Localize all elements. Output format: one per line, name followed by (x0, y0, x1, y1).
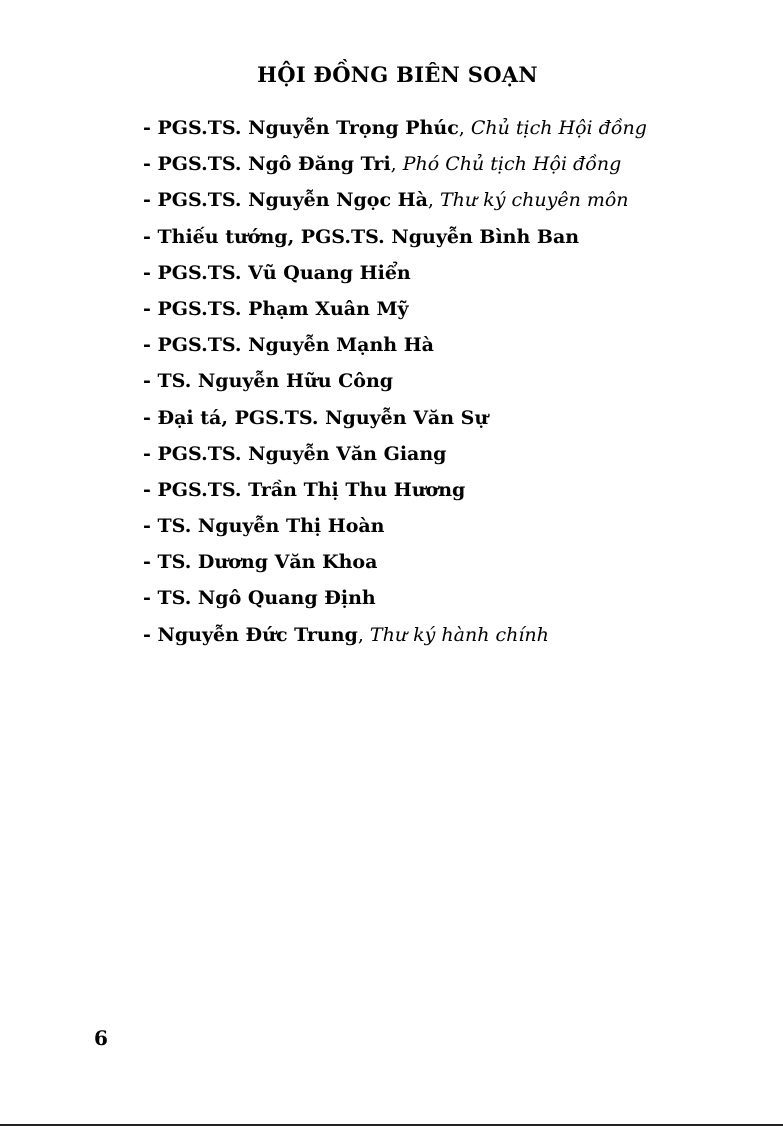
member-item: - PGS.TS. Ngô Đăng Tri, Phó Chủ tịch Hội đồng (143, 153, 622, 176)
member-name: TS. Dương Văn Khoa (157, 551, 378, 574)
member-item: - PGS.TS. Trần Thị Thu Hương (143, 478, 466, 501)
member-role: Thư ký hành chính (369, 623, 549, 646)
member-item: - TS. Ngô Quang Định (143, 587, 376, 610)
member-item: - Thiếu tướng, PGS.TS. Nguyễn Bình Ban (143, 225, 580, 248)
member-name: PGS.TS. Nguyễn Trọng Phúc (157, 117, 459, 139)
member-item: - Đại tá, PGS.TS. Nguyễn Văn Sự (143, 406, 489, 429)
member-item: - TS. Dương Văn Khoa (143, 551, 378, 574)
member-name: PGS.TS. Nguyễn Ngọc Hà (157, 189, 428, 212)
page-title: HỘI ĐỒNG BIÊN SOẠN (257, 62, 538, 87)
member-item: - PGS.TS. Vũ Quang Hiển (143, 261, 411, 284)
bottom-rule (0, 1124, 783, 1126)
editorial-board-list (143, 113, 647, 656)
member-item: - TS. Nguyễn Hữu Công (143, 370, 394, 393)
member-name: PGS.TS. Vũ Quang Hiển (157, 261, 411, 284)
member-item: - PGS.TS. Phạm Xuân Mỹ (143, 297, 409, 320)
member-name: TS. Nguyễn Hữu Công (157, 370, 394, 393)
page-number: 6 (94, 1026, 108, 1050)
member-item: - PGS.TS. Nguyễn Trọng Phúc, Chủ tịch Hội đồng (143, 117, 647, 139)
member-name: PGS.TS. Nguyễn Mạnh Hà (157, 334, 434, 357)
member-item: - PGS.TS. Nguyễn Ngọc Hà, Thư ký chuyên môn (143, 189, 629, 212)
member-name: PGS.TS. Phạm Xuân Mỹ (157, 297, 409, 320)
member-item: - PGS.TS. Nguyễn Văn Giang (143, 442, 447, 465)
member-role: Phó Chủ tịch Hội đồng (402, 153, 622, 176)
member-item: - TS. Nguyễn Thị Hoàn (143, 515, 385, 538)
member-name: Đại tá, PGS.TS. Nguyễn Văn Sự (157, 406, 489, 429)
member-item: - Nguyễn Đức Trung, Thư ký hành chính (143, 623, 549, 646)
member-name: Nguyễn Đức Trung (157, 623, 358, 646)
member-item: - PGS.TS. Nguyễn Mạnh Hà (143, 334, 434, 357)
member-name: TS. Ngô Quang Định (157, 587, 376, 610)
member-role: Thư ký chuyên môn (440, 189, 629, 212)
member-name: PGS.TS. Ngô Đăng Tri (157, 153, 391, 176)
member-name: PGS.TS. Nguyễn Văn Giang (157, 442, 447, 465)
member-role: Chủ tịch Hội đồng (470, 117, 647, 139)
member-name: PGS.TS. Trần Thị Thu Hương (157, 478, 466, 501)
member-name: Thiếu tướng, PGS.TS. Nguyễn Bình Ban (157, 225, 580, 248)
member-name: TS. Nguyễn Thị Hoàn (157, 515, 385, 538)
